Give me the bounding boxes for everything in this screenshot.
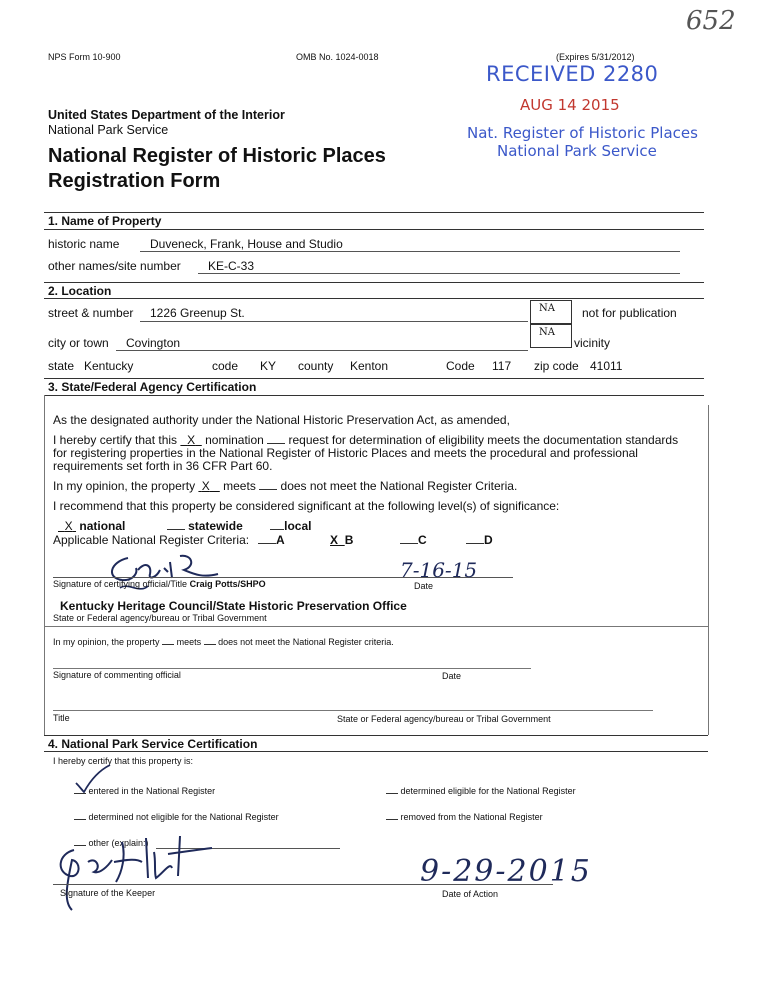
sec3-right-border: [708, 405, 709, 735]
certify-text-c: request for determination of eligibility meets the documentation standards: [288, 433, 679, 447]
certifying-date-handwritten: 7-16-15: [400, 558, 478, 582]
keeper-signature: [52, 832, 222, 916]
option-entered-label: entered in the National Register: [88, 786, 216, 796]
opinion-text-b: meets: [223, 479, 256, 493]
sec1-bottom-rule: [44, 229, 704, 230]
opinion-meets-check: [198, 479, 219, 493]
option-not-eligible[interactable]: [74, 812, 279, 822]
stamp-nat-register: Nat. Register of Historic Places: [467, 124, 698, 142]
sec3-opinion-line: [53, 479, 517, 493]
not-for-publication-label: not for publication: [582, 306, 677, 320]
certify-nomination-check: [180, 433, 201, 447]
zip-label: zip code: [534, 359, 579, 373]
level-national-label: national: [79, 519, 126, 533]
state-code-label: code: [212, 359, 239, 373]
sec2-bottom-rule: [44, 298, 704, 299]
criteria-a-blank: [258, 543, 276, 544]
street-value: 1226 Greenup St.: [150, 306, 245, 320]
certify-request-blank: [267, 443, 285, 444]
omb-number: OMB No. 1024-0018: [296, 52, 379, 62]
keeper-label: Signature of the Keeper: [60, 888, 156, 898]
option-not-eligible-blank: [74, 819, 86, 820]
criteria-c: [400, 533, 427, 547]
opinion-x-mark: X: [201, 479, 210, 493]
sec3-recommend-text: I recommend that this property be considered significant at the following level(s) of significance:: [53, 499, 560, 513]
criteria-d: [466, 533, 493, 547]
sec3-certify-line2: for registering properties in the National Register of Historic Places and meets the procedural and professional: [53, 446, 638, 460]
opinion2-text-a: In my opinion, the property: [53, 637, 160, 647]
option-eligible[interactable]: [386, 786, 576, 796]
criteria-line: [53, 533, 249, 547]
option-removed-label: removed from the National Register: [400, 812, 543, 822]
county-value: Kenton: [350, 359, 389, 373]
criteria-a: [258, 533, 285, 547]
criteria-c-label: C: [418, 533, 427, 547]
criteria-label: Applicable National Register Criteria:: [53, 533, 250, 547]
shpo-office-sub: State or Federal agency/bureau or Tribal Government: [53, 613, 267, 623]
city-line: [116, 350, 528, 351]
street-label: street & number: [48, 306, 134, 320]
opinion-text-a: In my opinion, the property: [53, 479, 196, 493]
certifying-date-label: Date: [414, 581, 434, 591]
county-code-value: 117: [492, 359, 512, 373]
certify-text-a: I hereby certify that this: [53, 433, 178, 447]
action-date-handwritten: 9-29-2015: [420, 854, 592, 889]
received-date-stamp: AUG 14 2015: [520, 96, 620, 114]
level-local-label: local: [284, 519, 312, 533]
criteria-b: [330, 533, 353, 547]
certify-text-b: nomination: [205, 433, 264, 447]
criteria-b-check: [330, 533, 345, 547]
shpo-office-name: Kentucky Heritage Council/State Historic Preservation Office: [60, 599, 407, 613]
not-for-publication-box[interactable]: NA: [530, 300, 572, 324]
opinion2-text-b: meets: [176, 637, 202, 647]
zip-value: 41011: [590, 359, 623, 373]
option-entered-blank: [74, 793, 86, 794]
opinion-text-c: does not meet the National Register Criteria.: [280, 479, 518, 493]
title-line: [53, 710, 653, 711]
vicinity-label: vicinity: [574, 336, 611, 350]
handwritten-page-number: 652: [686, 6, 736, 36]
sec3-title: 3. State/Federal Agency Certification: [48, 380, 257, 394]
vicinity-box[interactable]: NA: [530, 324, 572, 348]
criteria-d-label: D: [484, 533, 493, 547]
option-other-label: other (explain:): [88, 838, 149, 848]
sec3-top-rule: [44, 378, 704, 379]
statewide-blank: [167, 529, 185, 530]
street-line: [140, 321, 528, 322]
form-title-line1: National Register of Historic Places: [48, 145, 386, 167]
opinion2-not-meet-blank: [204, 644, 216, 645]
commenting-signature-line: [53, 668, 531, 669]
action-date-label: Date of Action: [442, 889, 499, 899]
significance-levels: [58, 519, 311, 533]
historic-name-label: historic name: [48, 237, 120, 251]
sec3-certify-line3: requirements set forth in 36 CFR Part 60.: [53, 459, 273, 473]
sec3-authority-text: As the designated authority under the National Historic Preservation Act, as amended,: [53, 413, 510, 427]
opinion2-line: [53, 637, 394, 647]
state-value: Kentucky: [84, 359, 134, 373]
certify-x-mark: X: [187, 433, 196, 447]
county-label: county: [298, 359, 334, 373]
other-names-label: other names/site number: [48, 259, 181, 273]
sig-official-name: Craig Potts/SHPO: [189, 579, 266, 589]
other-names-line: [198, 273, 680, 274]
form-number: NPS Form 10-900: [48, 52, 121, 62]
sec3-bottom-rule: [44, 395, 704, 396]
state-label: state: [48, 359, 75, 373]
sec4-title: 4. National Park Service Certification: [48, 737, 258, 751]
historic-name-value: Duveneck, Frank, House and Studio: [150, 237, 343, 251]
historic-name-line: [140, 251, 680, 252]
city-value: Covington: [126, 336, 181, 350]
commenting-date-label: Date: [442, 671, 462, 681]
sec2-title: 2. Location: [48, 284, 112, 298]
level-statewide-label: statewide: [188, 519, 243, 533]
criteria-b-x-mark: X: [330, 533, 339, 547]
local-blank: [270, 529, 284, 530]
opinion2-meets-blank: [162, 644, 174, 645]
sec1-top-rule: [44, 212, 704, 213]
national-x-mark: X: [64, 519, 73, 533]
sec2-top-rule: [44, 282, 704, 283]
county-code-label: Code: [446, 359, 475, 373]
option-not-eligible-label: determined not eligible for the National Register: [88, 812, 279, 822]
sig-title-label: Signature of certifying official/Title: [53, 579, 188, 589]
expiration-date: (Expires 5/31/2012): [556, 52, 635, 62]
national-check: [58, 519, 76, 533]
certifying-signature-label: [53, 579, 266, 589]
option-eligible-blank: [386, 793, 398, 794]
sec4-intro: I hereby certify that this property is:: [53, 756, 194, 766]
option-entered[interactable]: [74, 786, 215, 796]
sec3-inner-divider: [44, 626, 708, 627]
form-title-line2: Registration Form: [48, 170, 221, 192]
state-code-value: KY: [260, 359, 277, 373]
stamp-park-service: National Park Service: [497, 142, 657, 160]
sec1-title: 1. Name of Property: [48, 214, 162, 228]
option-removed-blank: [386, 819, 398, 820]
criteria-b-label: B: [344, 533, 354, 547]
title-label: Title: [53, 713, 70, 723]
sec3-certify-line1: [53, 433, 678, 447]
sec3-left-border: [44, 395, 45, 735]
department-name: United States Department of the Interior: [48, 108, 285, 122]
sec4-top-rule: [44, 735, 708, 736]
opinion2-text-c: does not meet the National Register criteria.: [218, 637, 394, 647]
criteria-a-label: A: [276, 533, 285, 547]
opinion-not-meet-blank: [259, 489, 277, 490]
received-stamp: RECEIVED 2280: [486, 62, 659, 86]
option-removed[interactable]: [386, 812, 543, 822]
service-name: National Park Service: [48, 123, 169, 137]
commenting-official-label: Signature of commenting official: [53, 670, 181, 680]
city-label: city or town: [48, 336, 109, 350]
criteria-c-blank: [400, 543, 418, 544]
option-eligible-label: determined eligible for the National Register: [400, 786, 576, 796]
other-names-value: KE-C-33: [208, 259, 255, 273]
agency2-label: State or Federal agency/bureau or Tribal Government: [337, 714, 551, 724]
sec4-bottom-rule: [44, 751, 708, 752]
criteria-d-blank: [466, 543, 484, 544]
